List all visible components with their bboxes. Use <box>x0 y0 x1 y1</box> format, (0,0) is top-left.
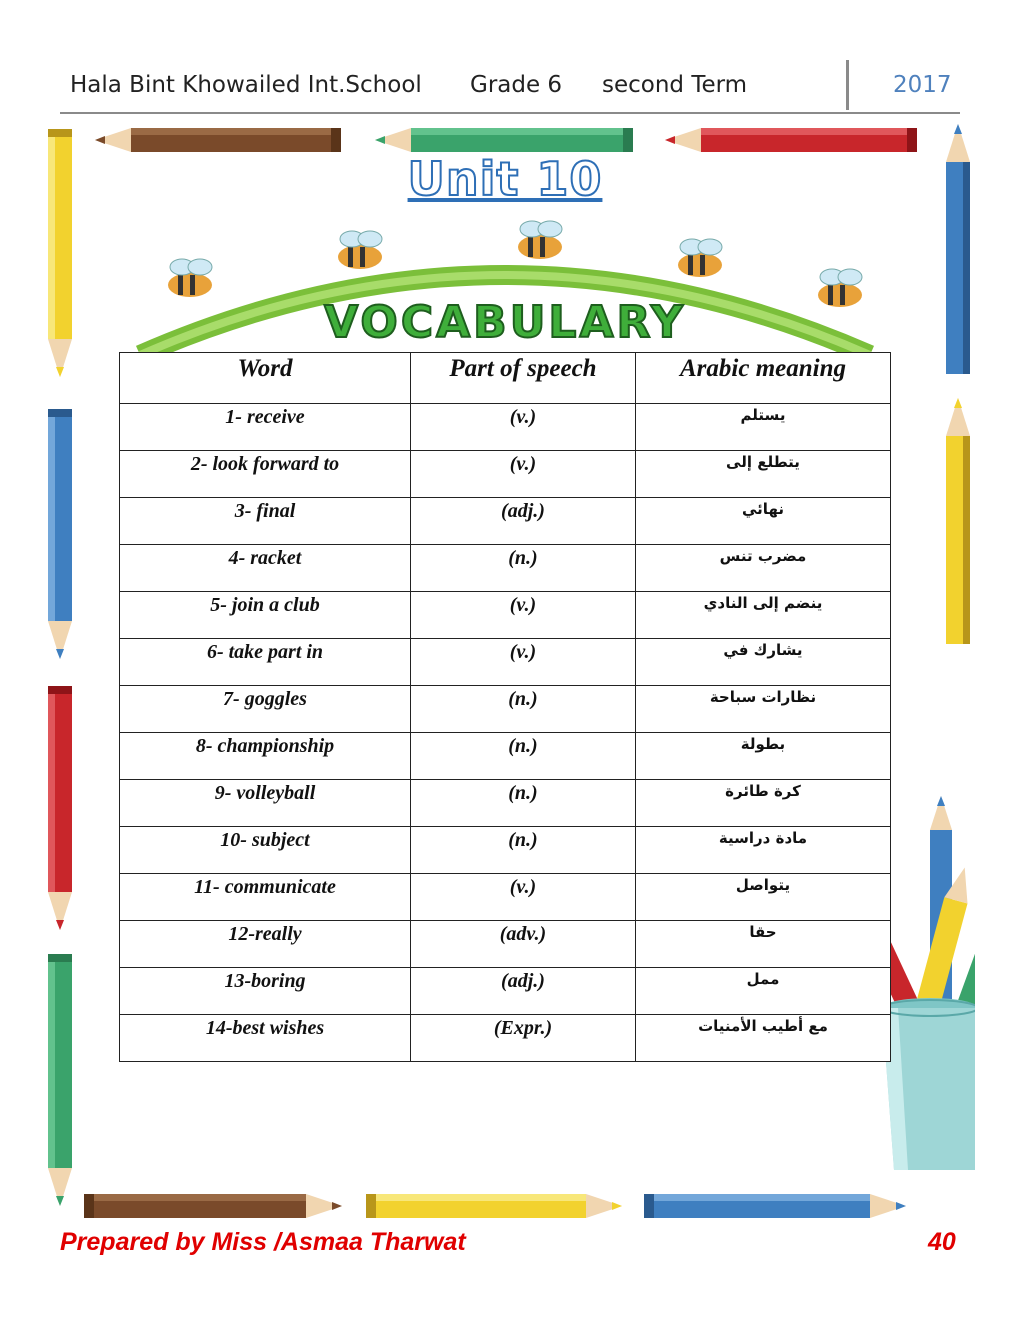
table-row <box>120 733 891 780</box>
pos-cell: (v.) <box>411 874 636 921</box>
arabic-cell: يتطلع إلى <box>636 451 891 498</box>
pos-cell: (adj.) <box>411 498 636 545</box>
table-row <box>120 921 891 968</box>
school-name: Hala Bint Khowailed Int.School <box>70 72 422 98</box>
arabic-cell: مضرب تنس <box>636 545 891 592</box>
pos-cell: (v.) <box>411 451 636 498</box>
pos-cell: (n.) <box>411 780 636 827</box>
table-row <box>120 639 891 686</box>
page-header <box>60 60 960 114</box>
column-header-arabic-meaning: Arabic meaning <box>636 353 891 404</box>
pos-cell: (n.) <box>411 545 636 592</box>
prepared-by-credit: Prepared by Miss /Asmaa Tharwat <box>60 1228 466 1256</box>
year-label: 2017 <box>893 72 952 98</box>
table-row <box>120 1015 891 1062</box>
pencil-blue-icon <box>940 118 976 380</box>
arabic-cell: نظارات سباحة <box>636 686 891 733</box>
pencil-yellow-icon <box>940 392 976 650</box>
word-cell: 7- goggles <box>120 686 411 733</box>
arabic-cell: يشارك في <box>636 639 891 686</box>
arabic-cell: يتواصل <box>636 874 891 921</box>
page-title: Unit 10 <box>407 152 603 206</box>
word-cell: 1- receive <box>120 404 411 451</box>
table-row <box>120 545 891 592</box>
bee-icon <box>678 239 722 277</box>
bee-icon <box>518 221 562 259</box>
pos-cell: (v.) <box>411 404 636 451</box>
term-label: second Term <box>602 72 748 98</box>
word-cell: 8- championship <box>120 733 411 780</box>
arabic-cell: ممل <box>636 968 891 1015</box>
page-number: 40 <box>928 1228 956 1256</box>
pos-cell: (v.) <box>411 592 636 639</box>
word-cell: 11- communicate <box>120 874 411 921</box>
pos-cell: (n.) <box>411 827 636 874</box>
word-cell: 5- join a club <box>120 592 411 639</box>
table-header-row <box>120 353 891 404</box>
pos-cell: (adj.) <box>411 968 636 1015</box>
word-cell: 3- final <box>120 498 411 545</box>
table-row <box>120 686 891 733</box>
pos-cell: (n.) <box>411 733 636 780</box>
header-divider <box>846 60 849 110</box>
vocabulary-table <box>119 352 891 1062</box>
pencil-red-icon <box>42 682 78 934</box>
pos-cell: (n.) <box>411 686 636 733</box>
pencil-yellow-icon <box>42 125 78 383</box>
column-header-part-of-speech: Part of speech <box>411 353 636 404</box>
table-row <box>120 592 891 639</box>
bee-icon <box>168 259 212 297</box>
table-row <box>120 451 891 498</box>
pos-cell: (adv.) <box>411 921 636 968</box>
table-row <box>120 968 891 1015</box>
pencil-blue-icon <box>42 405 78 665</box>
arabic-cell: مع أطيب الأمنيات <box>636 1015 891 1062</box>
pos-cell: (Expr.) <box>411 1015 636 1062</box>
table-row <box>120 827 891 874</box>
pencil-brown-icon <box>80 1188 344 1224</box>
word-cell: 4- racket <box>120 545 411 592</box>
table-row <box>120 780 891 827</box>
pencil-red-icon <box>665 122 920 158</box>
arabic-cell: بطولة <box>636 733 891 780</box>
word-cell: 12-really <box>120 921 411 968</box>
word-cell: 14-best wishes <box>120 1015 411 1062</box>
table-row <box>120 498 891 545</box>
arabic-cell: مادة دراسية <box>636 827 891 874</box>
bee-icon <box>818 269 862 307</box>
column-header-word: Word <box>120 353 411 404</box>
table-row <box>120 404 891 451</box>
arabic-cell: كرة طائرة <box>636 780 891 827</box>
vocabulary-banner <box>120 215 890 355</box>
vocabulary-banner-text: VOCABULARY <box>324 297 686 348</box>
word-cell: 2- look forward to <box>120 451 411 498</box>
grade-label: Grade 6 <box>470 72 563 98</box>
table-row <box>120 874 891 921</box>
word-cell: 6- take part in <box>120 639 411 686</box>
pos-cell: (v.) <box>411 639 636 686</box>
word-cell: 9- volleyball <box>120 780 411 827</box>
pencil-green-icon <box>42 950 78 1212</box>
word-cell: 13-boring <box>120 968 411 1015</box>
arabic-cell: حقا <box>636 921 891 968</box>
word-cell: 10- subject <box>120 827 411 874</box>
pencil-yellow-icon <box>362 1188 624 1224</box>
arabic-cell: ينضم إلى النادي <box>636 592 891 639</box>
bee-icon <box>338 231 382 269</box>
arabic-cell: يستلم <box>636 404 891 451</box>
pencil-blue-icon <box>640 1188 908 1224</box>
pencil-brown-icon <box>95 122 345 158</box>
arabic-cell: نهائي <box>636 498 891 545</box>
